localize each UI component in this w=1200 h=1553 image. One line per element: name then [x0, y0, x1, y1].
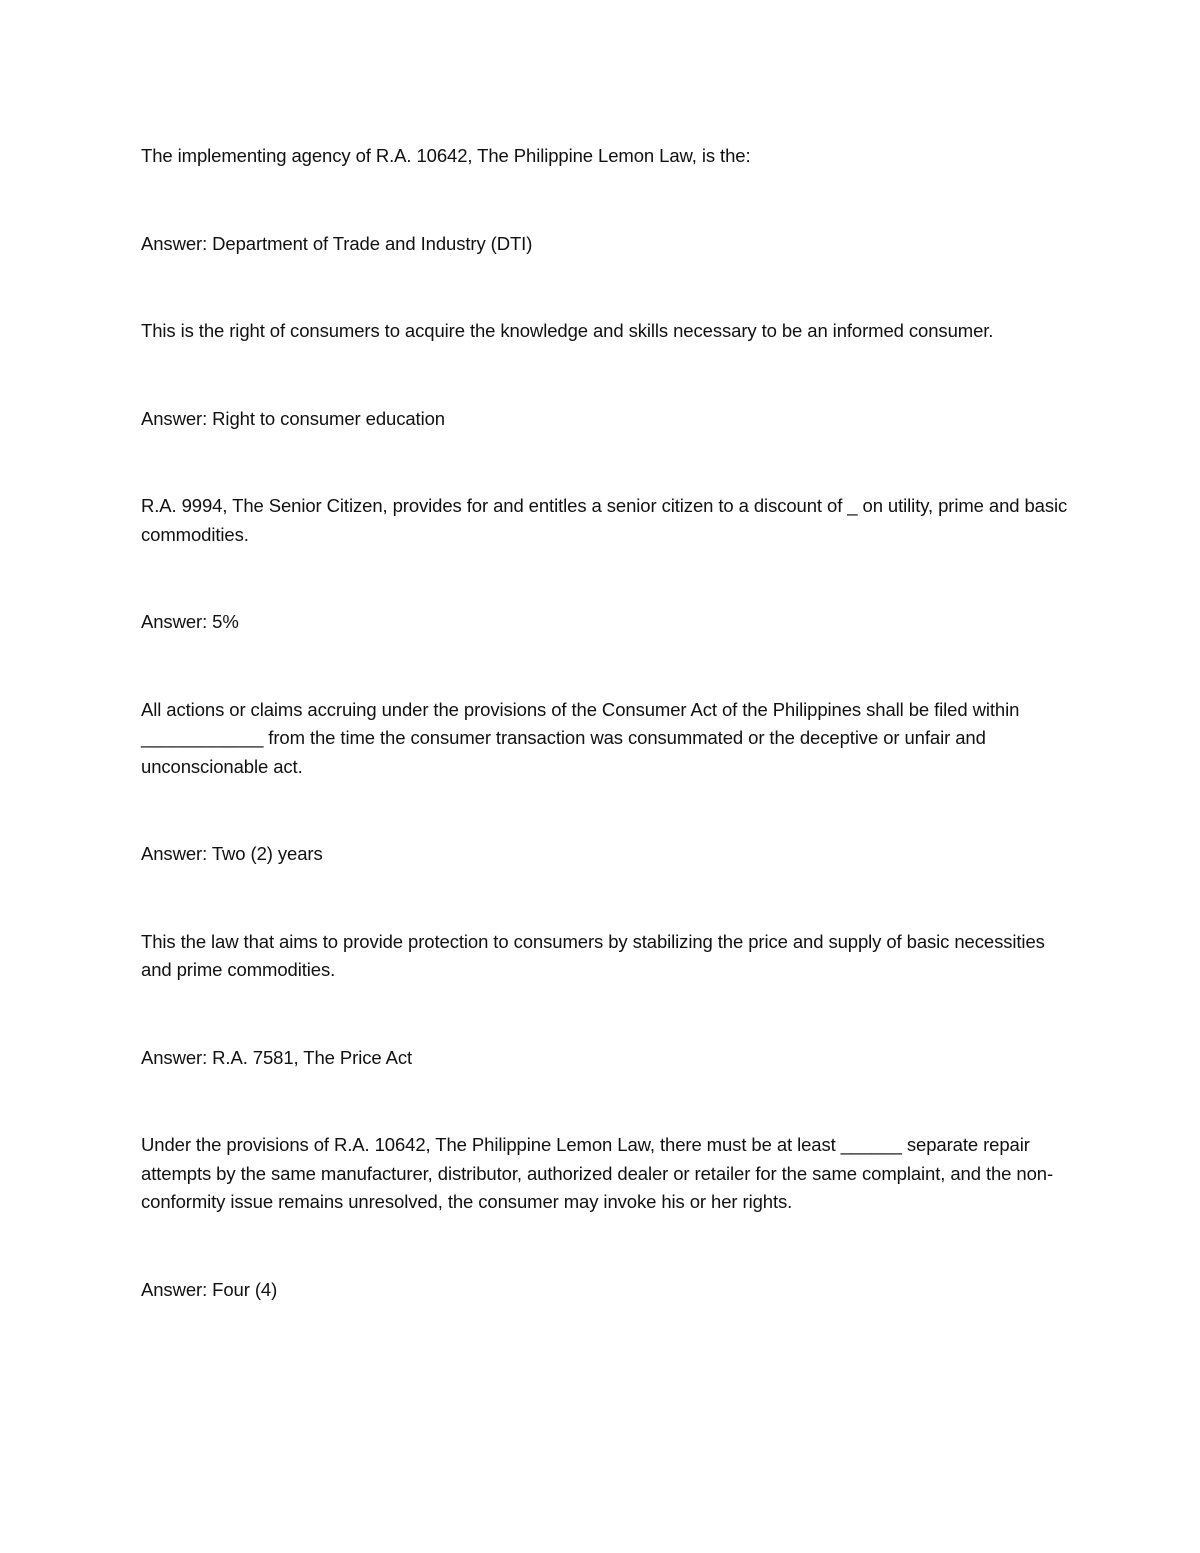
paragraph-gap	[141, 869, 1071, 928]
question-1: The implementing agency of R.A. 10642, The Philippine Lemon Law, is the:	[141, 145, 751, 166]
question-4: All actions or claims accruing under the provisions of the Consumer Act of the Philippines shall be filed within ____________ from the time the consumer transaction was consummated or the deceptive or unfair and unconscionable act.	[141, 698, 1020, 777]
paragraph-gap	[141, 549, 1071, 608]
paragraph-gap	[141, 433, 1071, 492]
answer-3: Answer: 5%	[141, 611, 239, 632]
answer-6: Answer: Four (4)	[141, 1278, 278, 1300]
question-2: This is the right of consumers to acquire the knowledge and skills necessary to be an informed consumer.	[141, 320, 994, 341]
paragraph-gap	[141, 985, 1071, 1044]
paragraph-gap	[141, 1072, 1071, 1131]
answer-2: Answer: Right to consumer education	[141, 407, 445, 429]
question-6: Under the provisions of R.A. 10642, The Philippine Lemon Law, there must be at least ______ separate repair attempts by the same manufacturer, distributor, authorized dealer or retailer for the same complaint, and the non-conformity issue remains unresolved, the consumer may invoke his or her rights.	[141, 1134, 1054, 1212]
question-5: This the law that aims to provide protection to consumers by stabilizing the price and supply of basic necessities and prime commodities.	[141, 930, 1045, 980]
answer-1: Answer: Department of Trade and Industry (DTI)	[141, 232, 533, 254]
paragraph-gap	[141, 781, 1071, 840]
paragraph-gap	[141, 258, 1071, 317]
question-3: R.A. 9994, The Senior Citizen, provides for and entitles a senior citizen to a discount of _ on utility, prime and basic commodities.	[141, 495, 1068, 545]
answer-4: Answer: Two (2) years	[141, 843, 323, 864]
paragraph-gap	[141, 1217, 1071, 1276]
answer-5: Answer: R.A. 7581, The Price Act	[141, 1046, 413, 1068]
paragraph-gap	[141, 346, 1071, 405]
paragraph-gap	[141, 637, 1071, 696]
document-body	[141, 142, 1071, 1304]
paragraph-gap	[141, 171, 1071, 230]
